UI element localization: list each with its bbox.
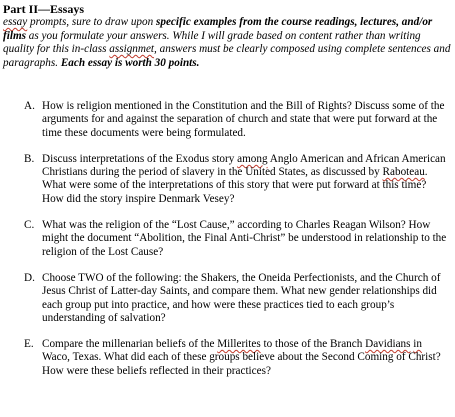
question-text: How is religion mentioned in the Constitution and the Bill of Rights? Discuss some of the arguments for and against the separation of church and state that were put forward at the time these documents were being formulated. — [42, 100, 445, 139]
question-text: What was the religion of the “Lost Cause,” according to Charles Reagan Wilson? How might the document “Abolition, the Final Anti-Christ” be understood in relationship to the religion of the Lost Cause? — [42, 219, 447, 258]
question-c — [24, 219, 449, 259]
question-letter: E. — [24, 338, 34, 351]
question-text — [42, 153, 446, 205]
question-e — [24, 338, 449, 378]
question-text-part: to those of the Branch — [260, 338, 366, 351]
points-note: Each essay is worth 30 points. — [60, 56, 200, 69]
instructions-text: , answers must be clearly composed using complete sentences and paragraphs. — [3, 43, 451, 69]
spellcheck-word: Raboteau — [382, 166, 425, 179]
spellcheck-word: Davidians — [365, 338, 411, 351]
spellcheck-word: essay — [3, 16, 28, 28]
question-text-part: Anglo American and African American Christians during the period of slavery in the United States, as discussed by — [42, 152, 446, 179]
instructions-text: prompts, sure to draw upon — [27, 16, 157, 28]
question-text-part: Discuss interpretations of the Exodus story — [42, 152, 238, 165]
spellcheck-word: among — [237, 152, 268, 165]
question-text-part: Compare the millenarian beliefs of the — [42, 338, 218, 351]
instructions-emphasis: specific examples from the course readings, lectures, and/or films — [3, 16, 433, 42]
question-letter: D. — [24, 271, 35, 284]
question-text: Choose TWO of the following: the Shakers, the Oneida Perfectionists, and the Church of Jesus Christ of Latter-day Saints, and compare them. What new gender relationships did each group put into practice, and how were these practices tied to each group’s understanding of salvation? — [42, 271, 441, 324]
question-d — [24, 272, 449, 325]
question-text — [42, 338, 441, 377]
question-b — [24, 153, 449, 206]
question-text-part: Waco, Texas. What did each of these groups believe about the Second Coming of Christ? How were these beliefs reflected in their practices? — [42, 351, 441, 377]
question-text-part: . What were some of the interpretations of this story that were put forward at this time? How did the story inspire Denmark Vesey? — [42, 166, 428, 205]
spellcheck-word: in — [413, 338, 422, 351]
question-letter: A. — [24, 100, 35, 112]
question-list — [24, 100, 449, 378]
section-heading: Part II—Essays — [3, 2, 85, 16]
question-a — [24, 100, 449, 140]
question-letter: B. — [24, 152, 35, 165]
instructions-text: as you formulate your answers. While I will grade based on content rather than writing quality for this in-class — [3, 29, 421, 55]
spellcheck-word: Millerites — [217, 338, 261, 351]
question-letter: C. — [24, 219, 35, 232]
instructions-paragraph — [3, 16, 451, 70]
spellcheck-word: assignmet — [109, 43, 155, 55]
